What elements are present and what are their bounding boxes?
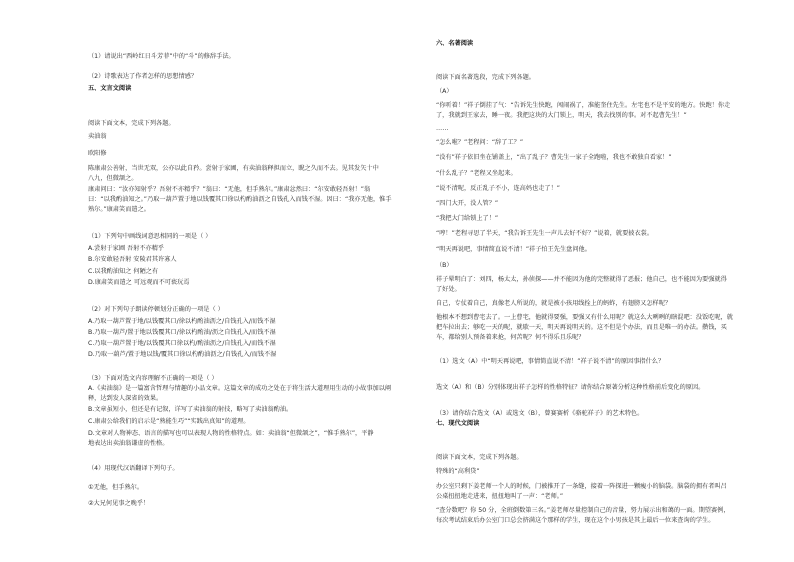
passage-title: 卖油翁 bbox=[88, 133, 107, 140]
option-line: A.《卖油翁》是一篇富含哲理与情趣的小品文章。这篇文章的成功之处在于将生活大道理用生动的小故事加以阐 bbox=[88, 385, 392, 392]
ellipsis: …… bbox=[436, 125, 449, 132]
option-line: C.康肃公给我们的启示是“熟能生巧”“实践出真知”的道理。 bbox=[88, 418, 250, 425]
excerpt-line: “怎么啦？”老程问：“辞了工？” bbox=[436, 139, 524, 146]
passage-line: 八九，但微颔之。 bbox=[88, 175, 138, 182]
passage-author: 欧阳修 bbox=[88, 150, 107, 157]
option-line: B.乃取一葫芦/置于地以钱覆其口/徐以杓酌油/沥之自钱孔入/而钱不湿 bbox=[88, 329, 276, 336]
passage-line: 每次考试结束后办公室门口总会挤满这个那样的学生，现在这个小男孩是其上最后一位来查询的学生。 bbox=[436, 517, 715, 524]
excerpt-line: 自己，专仗着自己，真像老人所说的，就是被小孩用线拴上的蚂蚱，有翅膀又怎样呢？ bbox=[436, 300, 672, 307]
excerpt-line: “我把大门给锁上了！” bbox=[436, 215, 499, 222]
excerpt-line: 把车拉出去；够吃一天的呢，就歇一天，明天再说明天的。这不但是个办法，而且是唯一的办法。攒钱，买 bbox=[436, 324, 727, 331]
excerpt-label: （B） bbox=[436, 262, 453, 269]
option-line: B.尔安敢轻吾射 安陵君其许寡人 bbox=[88, 256, 177, 263]
excerpt-line: “四门大开，没人管？” bbox=[436, 200, 499, 207]
option-line: 释，达到发人深省的效果。 bbox=[88, 395, 163, 402]
question-line: （2）对下列句子朗读停顿划分正确的一项是（ ） bbox=[88, 306, 224, 313]
option-line: C.乃取一葫芦置于地/以钱覆其口徐以杓/酌油沥之/自钱孔入/而钱不湿 bbox=[88, 340, 276, 347]
excerpt-line: 了好处。 bbox=[436, 286, 461, 293]
option-line: D.文章对人物神态、语言的描写也可以表现人物的性格特点。如：卖油翁“但微颔之”，“惟手熟尔”，平静 bbox=[88, 430, 374, 437]
question-line: （2）诗歌表达了作者怎样的思想情感？ bbox=[88, 73, 198, 80]
excerpt-line: 车，都给别人预备着来抢，何苦呢？何不得乐且乐呢？ bbox=[436, 334, 585, 341]
excerpt-line: “哼！”老程寻思了半天，“我告诉王先生一声儿去好不好？”说着，就要披衣裳。 bbox=[436, 230, 654, 237]
question-line: （3）请你结合选文（A）或选文（B），曾赛赛析《骆驼祥子》的艺术特色。 bbox=[436, 410, 644, 417]
passage-title: 特殊的“高利贷” bbox=[436, 468, 480, 475]
option-line: A.尝射于家圃 吾射不亦精乎 bbox=[88, 245, 165, 252]
section-heading: 五、文言文阅读 bbox=[88, 85, 132, 92]
option-line: D.康肃笑而遣之 可远观而不可亵玩焉 bbox=[88, 279, 190, 286]
question-line: （1）下列句中画线词意思相同的一项是（ ） bbox=[88, 233, 212, 240]
question-line: （1）请说出“西岭红日斗芳菲”中的“斗”的修辞手法。 bbox=[88, 53, 235, 60]
section-heading: 七、现代文阅读 bbox=[436, 420, 480, 427]
intro-text: 阅读下面名著选段，完成下列各题。 bbox=[436, 74, 535, 81]
excerpt-line: “说不清呢，反正乱子不小，连高妈也走了！” bbox=[436, 185, 560, 192]
question-line: （1）选文（A）中“明天再说吧，事情简直说不清！”祥子说不清”的原因事指什么？ bbox=[436, 358, 665, 365]
passage-line: 康肃问曰：“汝亦知射乎？吾射不亦精乎？”翁曰：“无他，但手熟尔。”康肃忿然曰：“尔安敢轻吾射！”翁 bbox=[88, 186, 371, 193]
excerpt-line: “没有”祥子依旧坐在铺盖上，“出了乱子？曹先生一家子全跑啦，我也不敢独自看家！” bbox=[436, 154, 672, 161]
question-line: 选文（A）和（B）分别体现出祥子怎样的性格特征？请你结合原著分析这种性格前后变化的原因。 bbox=[436, 384, 705, 391]
section-heading: 六、名著阅读 bbox=[436, 40, 474, 47]
passage-line: 熟尔。”康肃笑而遣之。 bbox=[88, 206, 150, 213]
intro-text: 阅读下面文本，完成下列各题。 bbox=[88, 120, 175, 127]
passage-line: 办公室只剩下姜老师一个人的时候，门被推开了一条缝，接着一阵探进一颗瘦小的脑袋。脑袋的拥有者叫吕 bbox=[436, 483, 727, 490]
option-line: 地表达出卖油翁谦虚的性格。 bbox=[88, 440, 169, 447]
excerpt-line: 他根本不想到曹宅去了。一上曹宅，他就得要强，要强又有什么用呢？就这么大咧咧的瞎混吧：没饭吃呢，就 bbox=[436, 314, 733, 321]
option-line: C.以我酌油知之 何陋之有 bbox=[88, 268, 159, 275]
passage-line: “查分数吧？你 50 分，全班倒数第三名。”姜老师尽量控制自己的音量，努力展示出和蔼的一面。期望赛例， bbox=[436, 507, 730, 514]
excerpt-line: “你听着！”祥子倒挂了气：“告诉先生快跑，闯闹祸了，准能奎住先生。左宅也不是平安的地方。快跑！你走 bbox=[436, 102, 731, 109]
option-line: B.文章虽短小，但还是有记叙，详写了卖油翁的射技，略写了卖油翁酌油。 bbox=[88, 406, 293, 413]
passage-line: 公桌扭扭地走进来，扭扭地叫了一声：“老师。” bbox=[436, 493, 564, 500]
excerpt-line: 祥子晕明白了：刘四，杨太太，孙侦探——并不能因为他的完整就得了恶报；他自己，也不能因为要强就得 bbox=[436, 276, 727, 283]
excerpt-line: “什么乱子？”老程又坐起来。 bbox=[436, 170, 517, 177]
passage-line: 曰：“以我酌油知之。”乃取一葫芦置于地以钱覆其口徐以杓酌油沥之自钱孔入而钱不湿。因曰：“我亦无他，惟手 bbox=[88, 196, 392, 203]
question-line: （3）下面对选文内容理解不正确的一项是（ ） bbox=[88, 375, 218, 382]
question-line: （4）用现代汉语翻译下列句子。 bbox=[88, 465, 179, 472]
sentence-line: ②大兄何见事之晚乎！ bbox=[88, 500, 150, 507]
intro-text: 阅读下面文本，完成下列各题。 bbox=[436, 454, 523, 461]
excerpt-line: 了，我就到王家去，睡一夜。我把这块的大门锁上，明天，我去找别的事。对不起曹先生！” bbox=[436, 112, 687, 119]
option-line: D.乃取一葫芦/置于地以钱/覆其口徐以杓酌油沥之/自钱孔入/而钱不湿 bbox=[88, 351, 277, 358]
sentence-line: ①无他，但手熟尔。 bbox=[88, 484, 144, 491]
excerpt-label: （A） bbox=[436, 88, 453, 95]
passage-line: 陈康肃公善射，当世无双，公亦以此自矜。尝射于家圃，有卖油翁释担而立，睨之久而不去。见其发矢十中 bbox=[88, 165, 379, 172]
excerpt-line: “明天再说吧，事情简直说不清！”祥子怕王先生盘问他。 bbox=[436, 246, 591, 253]
option-line: A.乃取一葫芦置于地/以钱覆其口/徐以杓酌油沥之/自钱孔入/而钱不湿 bbox=[88, 318, 276, 325]
